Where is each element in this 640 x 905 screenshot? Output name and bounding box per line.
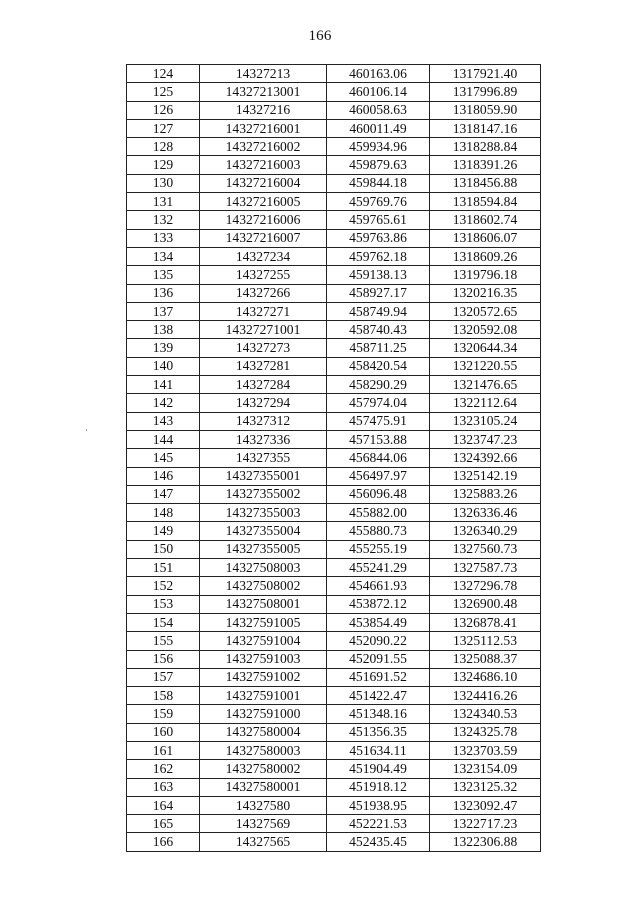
- table-row: [127, 595, 541, 613]
- row-number-cell: 138: [127, 321, 200, 339]
- point-id-cell: 14327591001: [200, 687, 327, 705]
- table-row: [127, 302, 541, 320]
- x-coordinate-cell: 451904.49: [327, 760, 430, 778]
- coordinates-table: [126, 64, 541, 852]
- point-id-cell: 14327569: [200, 815, 327, 833]
- table-row: [127, 247, 541, 265]
- table-row: [127, 540, 541, 558]
- row-number-cell: 124: [127, 65, 200, 83]
- x-coordinate-cell: 459879.63: [327, 156, 430, 174]
- point-id-cell: 14327273: [200, 339, 327, 357]
- y-coordinate-cell: 1317921.40: [430, 65, 541, 83]
- point-id-cell: 14327216001: [200, 119, 327, 137]
- x-coordinate-cell: 459765.61: [327, 211, 430, 229]
- point-id-cell: 14327355003: [200, 504, 327, 522]
- table-row: [127, 266, 541, 284]
- row-number-cell: 144: [127, 430, 200, 448]
- y-coordinate-cell: 1318147.16: [430, 119, 541, 137]
- row-number-cell: 128: [127, 138, 200, 156]
- row-number-cell: 133: [127, 229, 200, 247]
- point-id-cell: 14327281: [200, 357, 327, 375]
- point-id-cell: 14327216005: [200, 193, 327, 211]
- row-number-cell: 136: [127, 284, 200, 302]
- row-number-cell: 142: [127, 394, 200, 412]
- point-id-cell: 14327508001: [200, 595, 327, 613]
- point-id-cell: 14327355005: [200, 540, 327, 558]
- point-id-cell: 14327591005: [200, 613, 327, 631]
- x-coordinate-cell: 451634.11: [327, 741, 430, 759]
- row-number-cell: 130: [127, 174, 200, 192]
- row-number-cell: 156: [127, 650, 200, 668]
- row-number-cell: 154: [127, 613, 200, 631]
- point-id-cell: 14327591002: [200, 668, 327, 686]
- table-row: [127, 119, 541, 137]
- table-row: [127, 778, 541, 796]
- row-number-cell: 160: [127, 723, 200, 741]
- point-id-cell: 14327580004: [200, 723, 327, 741]
- row-number-cell: 143: [127, 412, 200, 430]
- point-id-cell: 14327591004: [200, 632, 327, 650]
- table-row: [127, 833, 541, 851]
- x-coordinate-cell: 460106.14: [327, 83, 430, 101]
- table-row: [127, 504, 541, 522]
- row-number-cell: 161: [127, 741, 200, 759]
- y-coordinate-cell: 1326878.41: [430, 613, 541, 631]
- y-coordinate-cell: 1323092.47: [430, 796, 541, 814]
- point-id-cell: 14327580002: [200, 760, 327, 778]
- point-id-cell: 14327213001: [200, 83, 327, 101]
- x-coordinate-cell: 456497.97: [327, 467, 430, 485]
- point-id-cell: 14327336: [200, 430, 327, 448]
- table-row: [127, 284, 541, 302]
- row-number-cell: 125: [127, 83, 200, 101]
- row-number-cell: 166: [127, 833, 200, 851]
- y-coordinate-cell: 1320216.35: [430, 284, 541, 302]
- point-id-cell: 14327591000: [200, 705, 327, 723]
- row-number-cell: 145: [127, 449, 200, 467]
- x-coordinate-cell: 451348.16: [327, 705, 430, 723]
- y-coordinate-cell: 1319796.18: [430, 266, 541, 284]
- table-row: [127, 321, 541, 339]
- row-number-cell: 135: [127, 266, 200, 284]
- x-coordinate-cell: 459138.13: [327, 266, 430, 284]
- point-id-cell: 14327271001: [200, 321, 327, 339]
- y-coordinate-cell: 1326900.48: [430, 595, 541, 613]
- row-number-cell: 127: [127, 119, 200, 137]
- y-coordinate-cell: 1321220.55: [430, 357, 541, 375]
- table-row: [127, 174, 541, 192]
- table-row: [127, 449, 541, 467]
- point-id-cell: 14327266: [200, 284, 327, 302]
- table-row: [127, 632, 541, 650]
- point-id-cell: 14327312: [200, 412, 327, 430]
- x-coordinate-cell: 452221.53: [327, 815, 430, 833]
- x-coordinate-cell: 458711.25: [327, 339, 430, 357]
- y-coordinate-cell: 1327587.73: [430, 559, 541, 577]
- x-coordinate-cell: 452091.55: [327, 650, 430, 668]
- x-coordinate-cell: 455255.19: [327, 540, 430, 558]
- y-coordinate-cell: 1323154.09: [430, 760, 541, 778]
- point-id-cell: 14327591003: [200, 650, 327, 668]
- row-number-cell: 140: [127, 357, 200, 375]
- table-row: [127, 485, 541, 503]
- table-row: [127, 760, 541, 778]
- table-row: [127, 741, 541, 759]
- point-id-cell: 14327271: [200, 302, 327, 320]
- y-coordinate-cell: 1318288.84: [430, 138, 541, 156]
- table-row: [127, 577, 541, 595]
- x-coordinate-cell: 455880.73: [327, 522, 430, 540]
- y-coordinate-cell: 1326336.46: [430, 504, 541, 522]
- x-coordinate-cell: 458740.43: [327, 321, 430, 339]
- point-id-cell: 14327216002: [200, 138, 327, 156]
- x-coordinate-cell: 451422.47: [327, 687, 430, 705]
- page-number: 166: [308, 28, 332, 44]
- y-coordinate-cell: 1323125.32: [430, 778, 541, 796]
- point-id-cell: 14327355: [200, 449, 327, 467]
- point-id-cell: 14327213: [200, 65, 327, 83]
- y-coordinate-cell: 1323703.59: [430, 741, 541, 759]
- y-coordinate-cell: 1320592.08: [430, 321, 541, 339]
- x-coordinate-cell: 457475.91: [327, 412, 430, 430]
- row-number-cell: 164: [127, 796, 200, 814]
- table-row: [127, 65, 541, 83]
- point-id-cell: 14327234: [200, 247, 327, 265]
- table-row: [127, 156, 541, 174]
- point-id-cell: 14327294: [200, 394, 327, 412]
- row-number-cell: 151: [127, 559, 200, 577]
- y-coordinate-cell: 1320644.34: [430, 339, 541, 357]
- x-coordinate-cell: 459762.18: [327, 247, 430, 265]
- y-coordinate-cell: 1324416.26: [430, 687, 541, 705]
- table-row: [127, 193, 541, 211]
- table-row: [127, 723, 541, 741]
- table-row: [127, 430, 541, 448]
- table-row: [127, 229, 541, 247]
- row-number-cell: 132: [127, 211, 200, 229]
- y-coordinate-cell: 1323747.23: [430, 430, 541, 448]
- point-id-cell: 14327355004: [200, 522, 327, 540]
- point-id-cell: 14327580001: [200, 778, 327, 796]
- point-id-cell: 14327565: [200, 833, 327, 851]
- row-number-cell: 147: [127, 485, 200, 503]
- point-id-cell: 14327355001: [200, 467, 327, 485]
- y-coordinate-cell: 1324325.78: [430, 723, 541, 741]
- x-coordinate-cell: 451918.12: [327, 778, 430, 796]
- table-row: [127, 357, 541, 375]
- y-coordinate-cell: 1318059.90: [430, 101, 541, 119]
- x-coordinate-cell: 456844.06: [327, 449, 430, 467]
- y-coordinate-cell: 1323105.24: [430, 412, 541, 430]
- x-coordinate-cell: 458749.94: [327, 302, 430, 320]
- x-coordinate-cell: 457974.04: [327, 394, 430, 412]
- table-row: [127, 339, 541, 357]
- x-coordinate-cell: 460163.06: [327, 65, 430, 83]
- point-id-cell: 14327580: [200, 796, 327, 814]
- table-row: [127, 138, 541, 156]
- table-row: [127, 559, 541, 577]
- table-row: [127, 101, 541, 119]
- y-coordinate-cell: 1324686.10: [430, 668, 541, 686]
- table-row: [127, 705, 541, 723]
- x-coordinate-cell: 457153.88: [327, 430, 430, 448]
- table-row: [127, 650, 541, 668]
- x-coordinate-cell: 460011.49: [327, 119, 430, 137]
- x-coordinate-cell: 454661.93: [327, 577, 430, 595]
- y-coordinate-cell: 1318602.74: [430, 211, 541, 229]
- point-id-cell: 14327508002: [200, 577, 327, 595]
- row-number-cell: 152: [127, 577, 200, 595]
- y-coordinate-cell: 1322717.23: [430, 815, 541, 833]
- row-number-cell: 134: [127, 247, 200, 265]
- row-number-cell: 146: [127, 467, 200, 485]
- y-coordinate-cell: 1322306.88: [430, 833, 541, 851]
- table-row: [127, 376, 541, 394]
- point-id-cell: 14327216004: [200, 174, 327, 192]
- y-coordinate-cell: 1322112.64: [430, 394, 541, 412]
- x-coordinate-cell: 451938.95: [327, 796, 430, 814]
- row-number-cell: 158: [127, 687, 200, 705]
- row-number-cell: 159: [127, 705, 200, 723]
- row-number-cell: 163: [127, 778, 200, 796]
- point-id-cell: 14327216007: [200, 229, 327, 247]
- table-row: [127, 522, 541, 540]
- point-id-cell: 14327216: [200, 101, 327, 119]
- x-coordinate-cell: 455882.00: [327, 504, 430, 522]
- y-coordinate-cell: 1327560.73: [430, 540, 541, 558]
- row-number-cell: 149: [127, 522, 200, 540]
- x-coordinate-cell: 459769.76: [327, 193, 430, 211]
- table-row: [127, 613, 541, 631]
- y-coordinate-cell: 1324340.53: [430, 705, 541, 723]
- table-row: [127, 394, 541, 412]
- table-row: [127, 467, 541, 485]
- x-coordinate-cell: 452090.22: [327, 632, 430, 650]
- x-coordinate-cell: 452435.45: [327, 833, 430, 851]
- table-row: [127, 83, 541, 101]
- y-coordinate-cell: 1325088.37: [430, 650, 541, 668]
- x-coordinate-cell: 459844.18: [327, 174, 430, 192]
- table-row: [127, 815, 541, 833]
- table-row: [127, 412, 541, 430]
- row-number-cell: 165: [127, 815, 200, 833]
- scan-speck: [86, 429, 87, 431]
- table-row: [127, 796, 541, 814]
- coordinates-table-body: [127, 65, 541, 852]
- y-coordinate-cell: 1325112.53: [430, 632, 541, 650]
- row-number-cell: 141: [127, 376, 200, 394]
- y-coordinate-cell: 1321476.65: [430, 376, 541, 394]
- row-number-cell: 129: [127, 156, 200, 174]
- y-coordinate-cell: 1327296.78: [430, 577, 541, 595]
- y-coordinate-cell: 1318606.07: [430, 229, 541, 247]
- row-number-cell: 139: [127, 339, 200, 357]
- row-number-cell: 137: [127, 302, 200, 320]
- x-coordinate-cell: 453854.49: [327, 613, 430, 631]
- x-coordinate-cell: 459934.96: [327, 138, 430, 156]
- point-id-cell: 14327580003: [200, 741, 327, 759]
- y-coordinate-cell: 1318391.26: [430, 156, 541, 174]
- y-coordinate-cell: 1320572.65: [430, 302, 541, 320]
- x-coordinate-cell: 460058.63: [327, 101, 430, 119]
- row-number-cell: 153: [127, 595, 200, 613]
- row-number-cell: 150: [127, 540, 200, 558]
- y-coordinate-cell: 1326340.29: [430, 522, 541, 540]
- x-coordinate-cell: 458420.54: [327, 357, 430, 375]
- y-coordinate-cell: 1324392.66: [430, 449, 541, 467]
- row-number-cell: 155: [127, 632, 200, 650]
- x-coordinate-cell: 459763.86: [327, 229, 430, 247]
- row-number-cell: 162: [127, 760, 200, 778]
- x-coordinate-cell: 456096.48: [327, 485, 430, 503]
- row-number-cell: 126: [127, 101, 200, 119]
- x-coordinate-cell: 451691.52: [327, 668, 430, 686]
- table-row: [127, 668, 541, 686]
- point-id-cell: 14327216003: [200, 156, 327, 174]
- row-number-cell: 148: [127, 504, 200, 522]
- point-id-cell: 14327355002: [200, 485, 327, 503]
- point-id-cell: 14327216006: [200, 211, 327, 229]
- y-coordinate-cell: 1317996.89: [430, 83, 541, 101]
- table-row: [127, 211, 541, 229]
- y-coordinate-cell: 1318609.26: [430, 247, 541, 265]
- row-number-cell: 131: [127, 193, 200, 211]
- x-coordinate-cell: 455241.29: [327, 559, 430, 577]
- x-coordinate-cell: 453872.12: [327, 595, 430, 613]
- point-id-cell: 14327255: [200, 266, 327, 284]
- y-coordinate-cell: 1318456.88: [430, 174, 541, 192]
- x-coordinate-cell: 458290.29: [327, 376, 430, 394]
- point-id-cell: 14327508003: [200, 559, 327, 577]
- y-coordinate-cell: 1318594.84: [430, 193, 541, 211]
- x-coordinate-cell: 451356.35: [327, 723, 430, 741]
- table-row: [127, 687, 541, 705]
- y-coordinate-cell: 1325883.26: [430, 485, 541, 503]
- point-id-cell: 14327284: [200, 376, 327, 394]
- x-coordinate-cell: 458927.17: [327, 284, 430, 302]
- row-number-cell: 157: [127, 668, 200, 686]
- y-coordinate-cell: 1325142.19: [430, 467, 541, 485]
